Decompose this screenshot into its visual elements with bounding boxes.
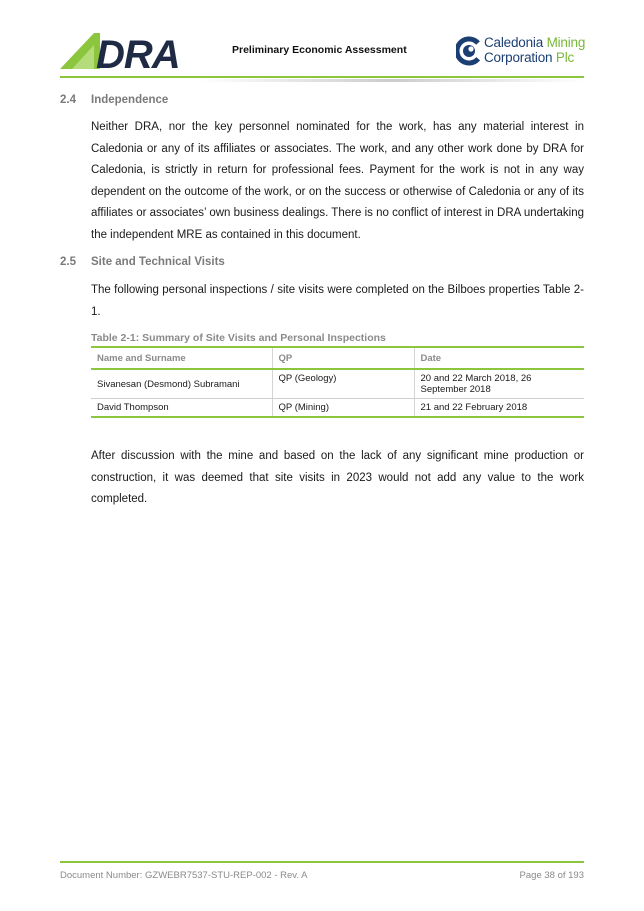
table-cell-date: 20 and 22 March 2018, 26 September 2018 <box>414 369 584 399</box>
section-title: Independence <box>91 94 169 106</box>
dra-logo <box>60 31 200 71</box>
section-title: Site and Technical Visits <box>91 256 225 268</box>
column-header-qp: QP <box>272 347 414 369</box>
caledonia-emblem-icon <box>456 36 484 66</box>
section-number: 2.4 <box>60 94 76 106</box>
table-cell-qp: QP (Geology) <box>272 369 414 399</box>
site-visits-paragraph: The following personal inspections / site visits were completed on the Bilboes properties Table 2-1. <box>91 284 584 318</box>
column-header-date: Date <box>414 347 584 369</box>
section-heading <box>60 94 590 110</box>
header-divider-shadow <box>200 79 584 82</box>
table-header-row <box>91 347 584 369</box>
closing-paragraph: After discussion with the mine and based on the lack of any significant mine production or construction, it was deemed that site visits in 2023 would not add any value to the work completed. <box>91 450 584 506</box>
footer-divider <box>60 861 584 863</box>
page-header <box>0 0 644 86</box>
section-site-visits <box>60 256 590 272</box>
header-divider <box>60 76 584 78</box>
section-number: 2.5 <box>60 256 76 268</box>
table-cell-name: David Thompson <box>91 399 272 418</box>
header-title: Preliminary Economic Assessment <box>232 44 407 56</box>
table-row <box>91 399 584 418</box>
section-heading <box>60 256 590 272</box>
column-header-name: Name and Surname <box>91 347 272 369</box>
independence-paragraph: Neither DRA, nor the key personnel nominated for the work, has any material interest in Caledonia or any of its affiliates or associates. The work, and any other work done by DRA for Caledonia, is strictly in return for professional fees. Payment for the work is not in any way dependent on the outcome of the work, or on the success or otherwise of Caledonia or any of its affiliates or associates’ own business dealings. There is no conflict of interest in DRA undertaking the independent MRE as contained in this document. <box>91 121 584 241</box>
table-cell-name: Sivanesan (Desmond) Subramani <box>91 369 272 399</box>
table-caption: Table 2-1: Summary of Site Visits and Personal Inspections <box>91 332 386 344</box>
caledonia-name-line-1: Caledonia Mining <box>484 35 586 50</box>
footer-page-number: Page 38 of 193 <box>519 870 584 881</box>
dra-logo-text: DRA <box>96 33 180 71</box>
section-independence <box>60 94 590 110</box>
table-cell-date: 21 and 22 February 2018 <box>414 399 584 418</box>
table-cell-qp: QP (Mining) <box>272 399 414 418</box>
caledonia-logo <box>456 34 586 70</box>
caledonia-name-line-2: Corporation Plc <box>484 50 575 65</box>
footer-document-number: Document Number: GZWEBR7537-STU-REP-002 - Rev. A <box>60 870 308 881</box>
table-row <box>91 369 584 399</box>
site-visits-table <box>91 346 584 418</box>
